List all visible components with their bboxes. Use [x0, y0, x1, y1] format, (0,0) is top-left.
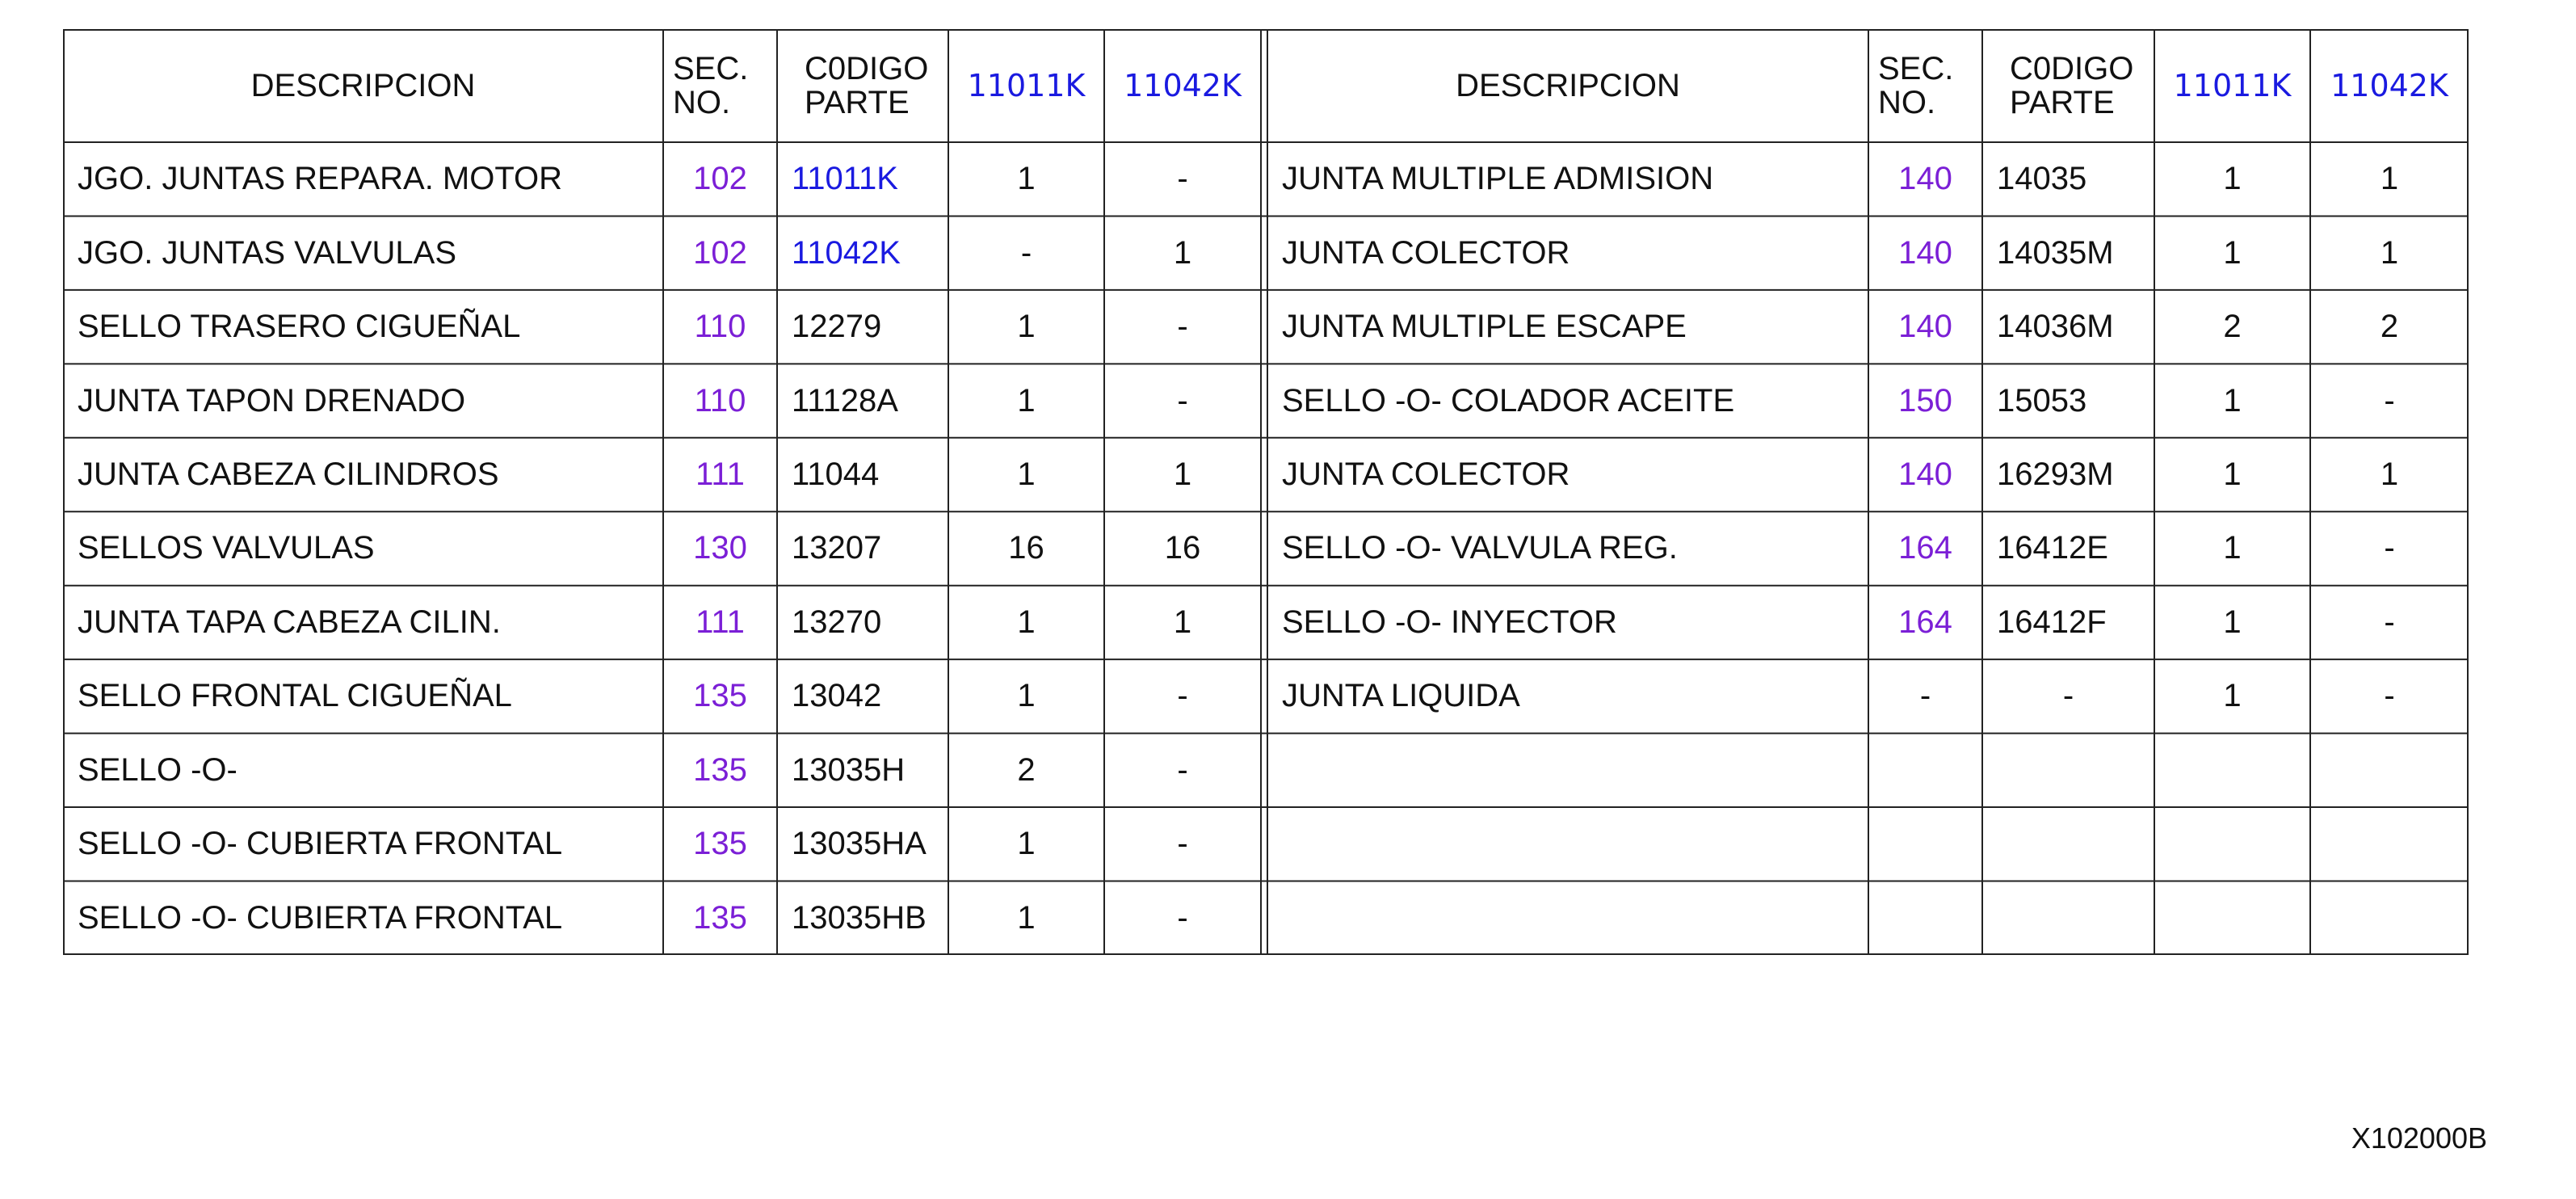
row-qty-11042k: 1 [1173, 456, 1192, 493]
row-sec-no: 140 [1898, 161, 1952, 197]
row-qty-11011k: 1 [1017, 826, 1036, 862]
header-kit-11011k: 11011K [2173, 68, 2292, 103]
row-codigo-parte: - [2062, 678, 2074, 714]
row-qty-11011k: 1 [2223, 678, 2242, 714]
row-qty-11042k: 1 [1173, 604, 1192, 640]
row-descripcion: JUNTA COLECTOR [1282, 456, 1570, 493]
row-sec-no: 110 [694, 309, 746, 345]
row-qty-11011k: 1 [2223, 530, 2242, 566]
row-descripcion: SELLO TRASERO CIGUEÑAL [78, 309, 521, 345]
row-sec-no: 102 [693, 234, 747, 271]
row-descripcion: JUNTA COLECTOR [1282, 234, 1570, 271]
row-qty-11042k: - [2384, 382, 2395, 419]
row-sec-no: 135 [693, 751, 747, 788]
row-qty-11011k [2154, 807, 2310, 881]
row-codigo-parte: 13207 [792, 530, 882, 566]
header-kit-11011k: 11011K [967, 68, 1086, 103]
header-codigo-parte-line: C0DIGO [805, 51, 929, 86]
row-qty-11011k: 1 [1017, 382, 1036, 419]
row-codigo-parte: 16293M [1997, 456, 2114, 493]
row-qty-11011k: 1 [2223, 604, 2242, 640]
row-descripcion: SELLO -O- VALVULA REG. [1282, 530, 1678, 566]
header-sec-no-line: SEC. [1878, 51, 1954, 86]
row-qty-11011k [2154, 881, 2310, 955]
parts-table [63, 29, 2469, 955]
row-codigo-parte: 14036M [1997, 309, 2114, 345]
row-sec-no [1868, 807, 1982, 881]
row-codigo-parte: 11042K [792, 234, 901, 271]
header-codigo-parte [777, 29, 948, 142]
row-sec-no [1868, 734, 1982, 807]
row-codigo-parte: 11011K [792, 161, 898, 197]
row-codigo-parte: 11044 [792, 456, 880, 493]
row-codigo-parte: 13035HA [792, 826, 927, 862]
row-descripcion [1267, 807, 1868, 881]
row-descripcion: SELLO -O- INYECTOR [1282, 604, 1617, 640]
row-codigo-parte: 14035 [1997, 161, 2087, 197]
row-qty-11011k: 1 [1017, 678, 1036, 714]
row-codigo-parte: 13035HB [792, 899, 927, 936]
row-qty-11042k: 2 [2380, 309, 2399, 345]
row-qty-11042k: - [1177, 899, 1188, 936]
row-qty-11011k [2154, 734, 2310, 807]
row-qty-11042k [2310, 734, 2469, 807]
row-codigo-parte: 13035H [792, 751, 906, 788]
row-descripcion: JUNTA MULTIPLE ESCAPE [1282, 309, 1687, 345]
header-codigo-parte-line: PARTE [805, 85, 910, 120]
row-descripcion: JUNTA LIQUIDA [1282, 678, 1520, 714]
row-qty-11042k: - [1177, 309, 1188, 345]
row-sec-no: 110 [694, 382, 746, 419]
row-sec-no: 150 [1898, 382, 1952, 419]
row-descripcion [1267, 734, 1868, 807]
row-codigo-parte: 12279 [792, 309, 882, 345]
row-qty-11042k [2310, 807, 2469, 881]
row-qty-11011k: 1 [1017, 899, 1036, 936]
row-sec-no: 135 [693, 899, 747, 936]
header-kit-11042k: 11042K [1124, 68, 1242, 103]
row-codigo-parte: 15053 [1997, 382, 2087, 419]
row-qty-11042k: 1 [2380, 456, 2399, 493]
row-descripcion: JUNTA MULTIPLE ADMISION [1282, 161, 1714, 197]
row-qty-11011k: 1 [2223, 161, 2242, 197]
row-qty-11042k: - [1177, 826, 1188, 862]
row-qty-11042k: 1 [2380, 161, 2399, 197]
row-sec-no: 135 [693, 826, 747, 862]
row-descripcion: SELLO -O- CUBIERTA FRONTAL [78, 899, 563, 936]
row-sec-no: 140 [1898, 309, 1952, 345]
row-qty-11042k: 1 [2380, 234, 2399, 271]
row-sec-no: 111 [695, 456, 745, 493]
row-qty-11042k: - [2384, 530, 2395, 566]
row-qty-11011k: 2 [1017, 751, 1036, 788]
row-sec-no: 164 [1898, 530, 1952, 566]
row-qty-11011k: 1 [2223, 382, 2242, 419]
row-qty-11011k: 2 [2223, 309, 2242, 345]
row-codigo-parte: 13042 [792, 678, 882, 714]
row-qty-11011k: - [1020, 234, 1032, 271]
row-qty-11011k: 1 [1017, 161, 1036, 197]
row-qty-11011k: 1 [2223, 456, 2242, 493]
row-qty-11042k [2310, 881, 2469, 955]
row-sec-no [1868, 881, 1982, 955]
row-descripcion: SELLO -O- [78, 751, 237, 788]
row-qty-11042k: 1 [1173, 234, 1192, 271]
header-kit-11042k: 11042K [2330, 68, 2448, 103]
row-sec-no: - [1919, 678, 1931, 714]
row-sec-no: 135 [693, 678, 747, 714]
header-codigo-parte-line: C0DIGO [2010, 51, 2134, 86]
row-codigo-parte: 14035M [1997, 234, 2114, 271]
row-qty-11011k: 1 [2223, 234, 2242, 271]
header-descripcion: DESCRIPCION [250, 68, 476, 103]
row-descripcion: SELLO FRONTAL CIGUEÑAL [78, 678, 512, 714]
row-descripcion: JGO. JUNTAS VALVULAS [78, 234, 457, 271]
row-sec-no: 140 [1898, 456, 1952, 493]
row-codigo-parte [1982, 807, 2154, 881]
row-codigo-parte [1982, 881, 2154, 955]
row-qty-11011k: 1 [1017, 456, 1036, 493]
row-sec-no: 102 [693, 161, 747, 197]
row-descripcion: SELLO -O- COLADOR ACEITE [1282, 382, 1735, 419]
row-descripcion: JGO. JUNTAS REPARA. MOTOR [78, 161, 563, 197]
row-qty-11042k: - [1177, 751, 1188, 788]
row-codigo-parte: 13270 [792, 604, 882, 640]
row-qty-11042k: - [2384, 604, 2395, 640]
row-sec-no: 111 [695, 604, 745, 640]
header-codigo-parte [1982, 29, 2154, 142]
row-qty-11042k: - [2384, 678, 2395, 714]
row-descripcion: SELLO -O- CUBIERTA FRONTAL [78, 826, 563, 862]
header-sec-no-line: SEC. [673, 51, 749, 86]
header-sec-no-line: NO. [1878, 85, 1936, 120]
row-qty-11042k: - [1177, 382, 1188, 419]
row-descripcion: JUNTA TAPA CABEZA CILIN. [78, 604, 501, 640]
row-codigo-parte [1982, 734, 2154, 807]
row-codigo-parte: 16412F [1997, 604, 2107, 640]
row-sec-no: 130 [693, 530, 747, 566]
header-codigo-parte-line: PARTE [2010, 85, 2115, 120]
row-descripcion: SELLOS VALVULAS [78, 530, 375, 566]
drawing-code: X102000B [2351, 1121, 2487, 1155]
row-qty-11042k: - [1177, 678, 1188, 714]
row-descripcion [1267, 881, 1868, 955]
header-sec-no [1868, 29, 1982, 142]
header-descripcion: DESCRIPCION [1456, 68, 1680, 103]
row-sec-no: 164 [1898, 604, 1952, 640]
row-qty-11042k: - [1177, 161, 1188, 197]
header-sec-no [663, 29, 777, 142]
row-qty-11011k: 16 [1008, 530, 1044, 566]
row-qty-11042k: 16 [1164, 530, 1201, 566]
row-descripcion: JUNTA CABEZA CILINDROS [78, 456, 499, 493]
row-qty-11011k: 1 [1017, 309, 1036, 345]
row-descripcion: JUNTA TAPON DRENADO [78, 382, 466, 419]
row-codigo-parte: 11128A [792, 382, 898, 419]
row-codigo-parte: 16412E [1997, 530, 2108, 566]
row-qty-11011k: 1 [1017, 604, 1036, 640]
header-sec-no-line: NO. [673, 85, 731, 120]
row-sec-no: 140 [1898, 234, 1952, 271]
